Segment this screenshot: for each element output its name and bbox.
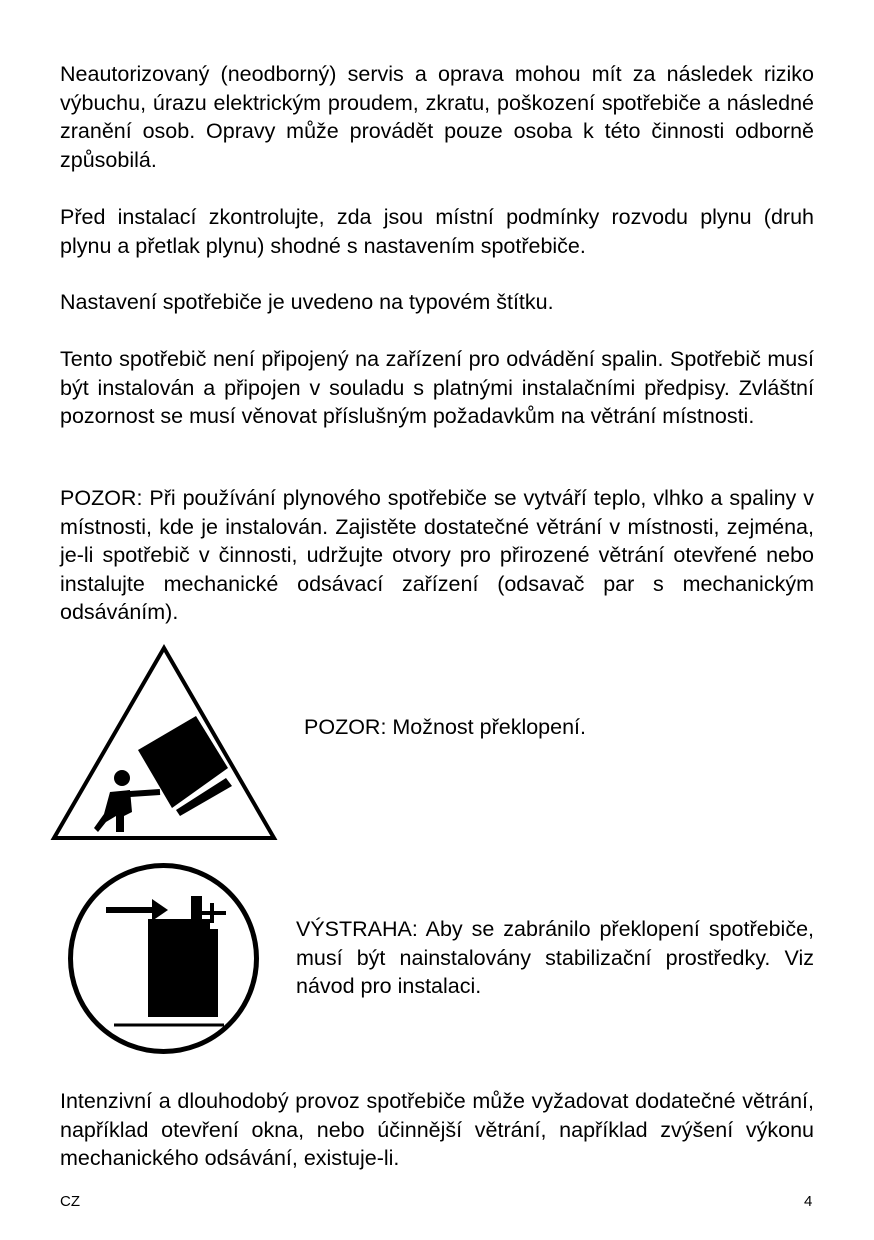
footer-language-code: CZ (60, 1193, 80, 1210)
stabilizer-warning-text: VÝSTRAHA: Aby se zabránilo překlopení spotřebiče, musí být nainstalovány stabilizační prostředky. Viz návod pro instalaci. (296, 917, 814, 998)
anti-tip-stabilizer-icon (66, 861, 261, 1056)
paragraph-intensive-use: Intenzivní a dlouhodobý provoz spotřebiče může vyžadovat dodatečné větrání, například otevření okna, nebo účinnější větrání, například zvýšení výkonu mechanického odsávání, existuje-li. (60, 1089, 814, 1170)
paragraph-caution-ventilation: POZOR: Při používání plynového spotřebiče se vytváří teplo, vlhko a spaliny v místnosti, kde je instalován. Zajistěte dostatečné větrání v místnosti, zejména, je-li spotřebič v činnosti, udržujte otvory pro přirozené větrání otevřené nebo instalujte mechanické odsávací zařízení (odsavač par s mechanickým odsáváním). (60, 486, 814, 624)
footer-page-number: 4 (804, 1193, 813, 1210)
paragraph-flue-ventilation: Tento spotřebič není připojený na zařízení pro odvádění spalin. Spotřebič musí být instalován a připojen v souladu s platnými instalačními předpisy. Zvláštní pozornost se musí věnovat příslušným požadavkům na větrání místnosti. (60, 347, 814, 428)
tip-over-warning-icon (50, 644, 278, 842)
tip-over-warning-text: POZOR: Možnost překlopení. (304, 715, 586, 739)
paragraph-unauthorized-service: Neautorizovaný (neodborný) servis a oprava mohou mít za následek riziko výbuchu, úrazu elektrickým proudem, zkratu, poškození spotřebiče a následné zranění osob. Opravy může provádět pouze osoba k této činnosti odborně způsobilá. (60, 62, 814, 172)
paragraph-gas-check: Před instalací zkontrolujte, zda jsou místní podmínky rozvodu plynu (druh plynu a přetlak plynu) shodné s nastavením spotřebiče. (60, 205, 814, 258)
paragraph-rating-plate: Nastavení spotřebiče je uvedeno na typovém štítku. (60, 290, 554, 314)
